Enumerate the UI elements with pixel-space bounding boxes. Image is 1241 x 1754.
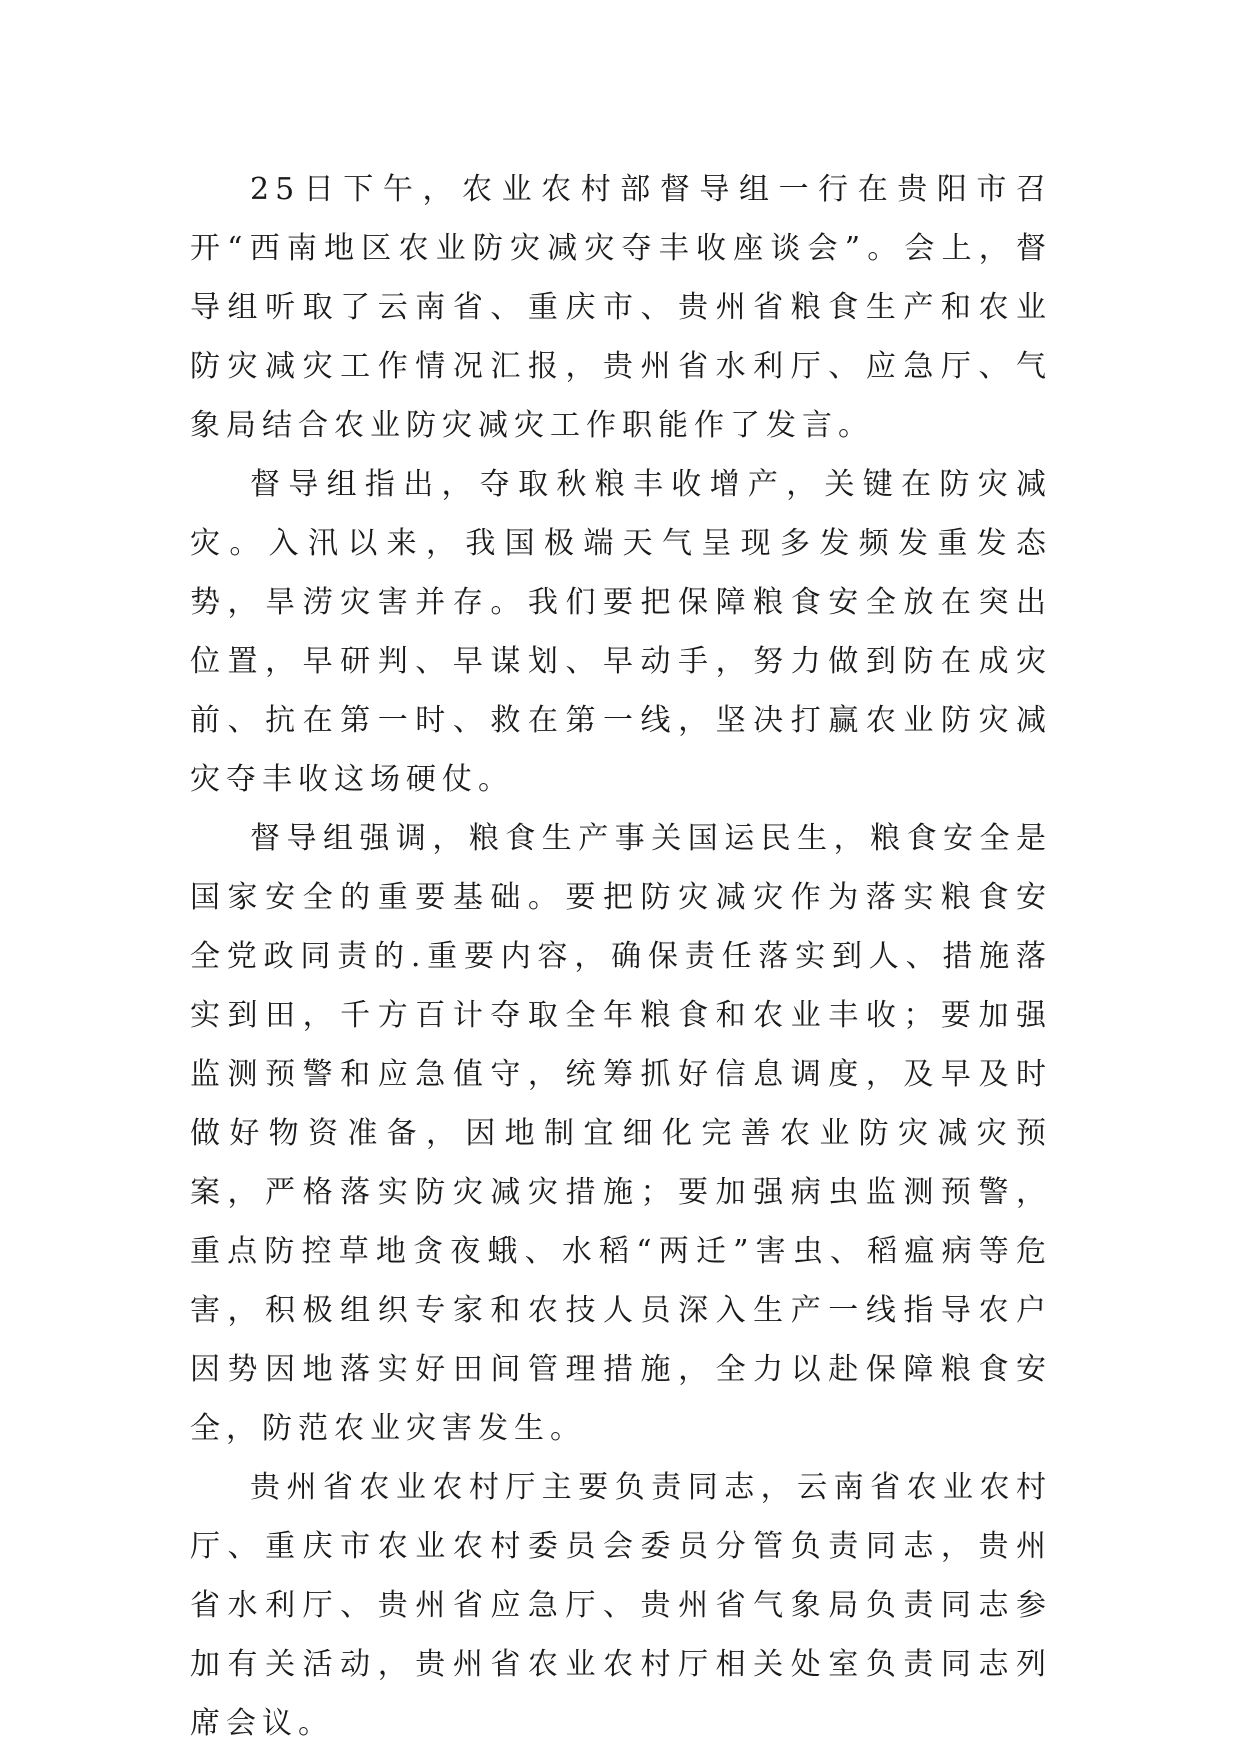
paragraph-attendees: 贵州省农业农村厅主要负责同志，云南省农业农村厅、重庆市农业农村委员会委员分管负责同志，贵州省水利厅、贵州省应急厅、贵州省气象局负责同志参加有关活动，贵州省农业农村厅相关处室负责同志列席会议。 [190,1470,1052,1741]
paragraph-supervision-points: 督导组指出，夺取秋粮丰收增产，关键在防灾减灾。入汛以来，我国极端天气呈现多发频发重发态势，旱涝灾害并存。我们要把保障粮食安全放在突出位置，早研判、早谋划、早动手，努力做到防在成灾前、抗在第一时、救在第一线，坚决打赢农业防灾减灾夺丰收这场硬仗。 [190,467,1052,797]
paragraph-supervision-emphasis: 督导组强调，粮食生产事关国运民生，粮食安全是国家安全的重要基础。要把防灾减灾作为落实粮食安全党政同责的.重要内容，确保责任落实到人、措施落实到田，千方百计夺取全年粮食和农业丰收；要加强监测预警和应急值守，统筹抓好信息调度，及早及时做好物资准备，因地制宜细化完善农业防灾减灾预案，严格落实防灾减灾措施；要加强病虫监测预警，重点防控草地贪夜蛾、水稻“两迁”害虫、稻瘟病等危害，积极组织专家和农技人员深入生产一线指导农户因势因地落实好田间管理措施，全力以赴保障粮食安全，防范农业灾害发生。 [190,821,1052,1446]
document-body [190,160,1052,1753]
paragraph-meeting-summary: 25日下午，农业农村部督导组一行在贵阳市召开“西南地区农业防灾减灾夺丰收座谈会”。会上，督导组听取了云南省、重庆市、贵州省粮食生产和农业防灾减灾工作情况汇报，贵州省水利厅、应急厅、气象局结合农业防灾减灾工作职能作了发言。 [190,172,1052,443]
